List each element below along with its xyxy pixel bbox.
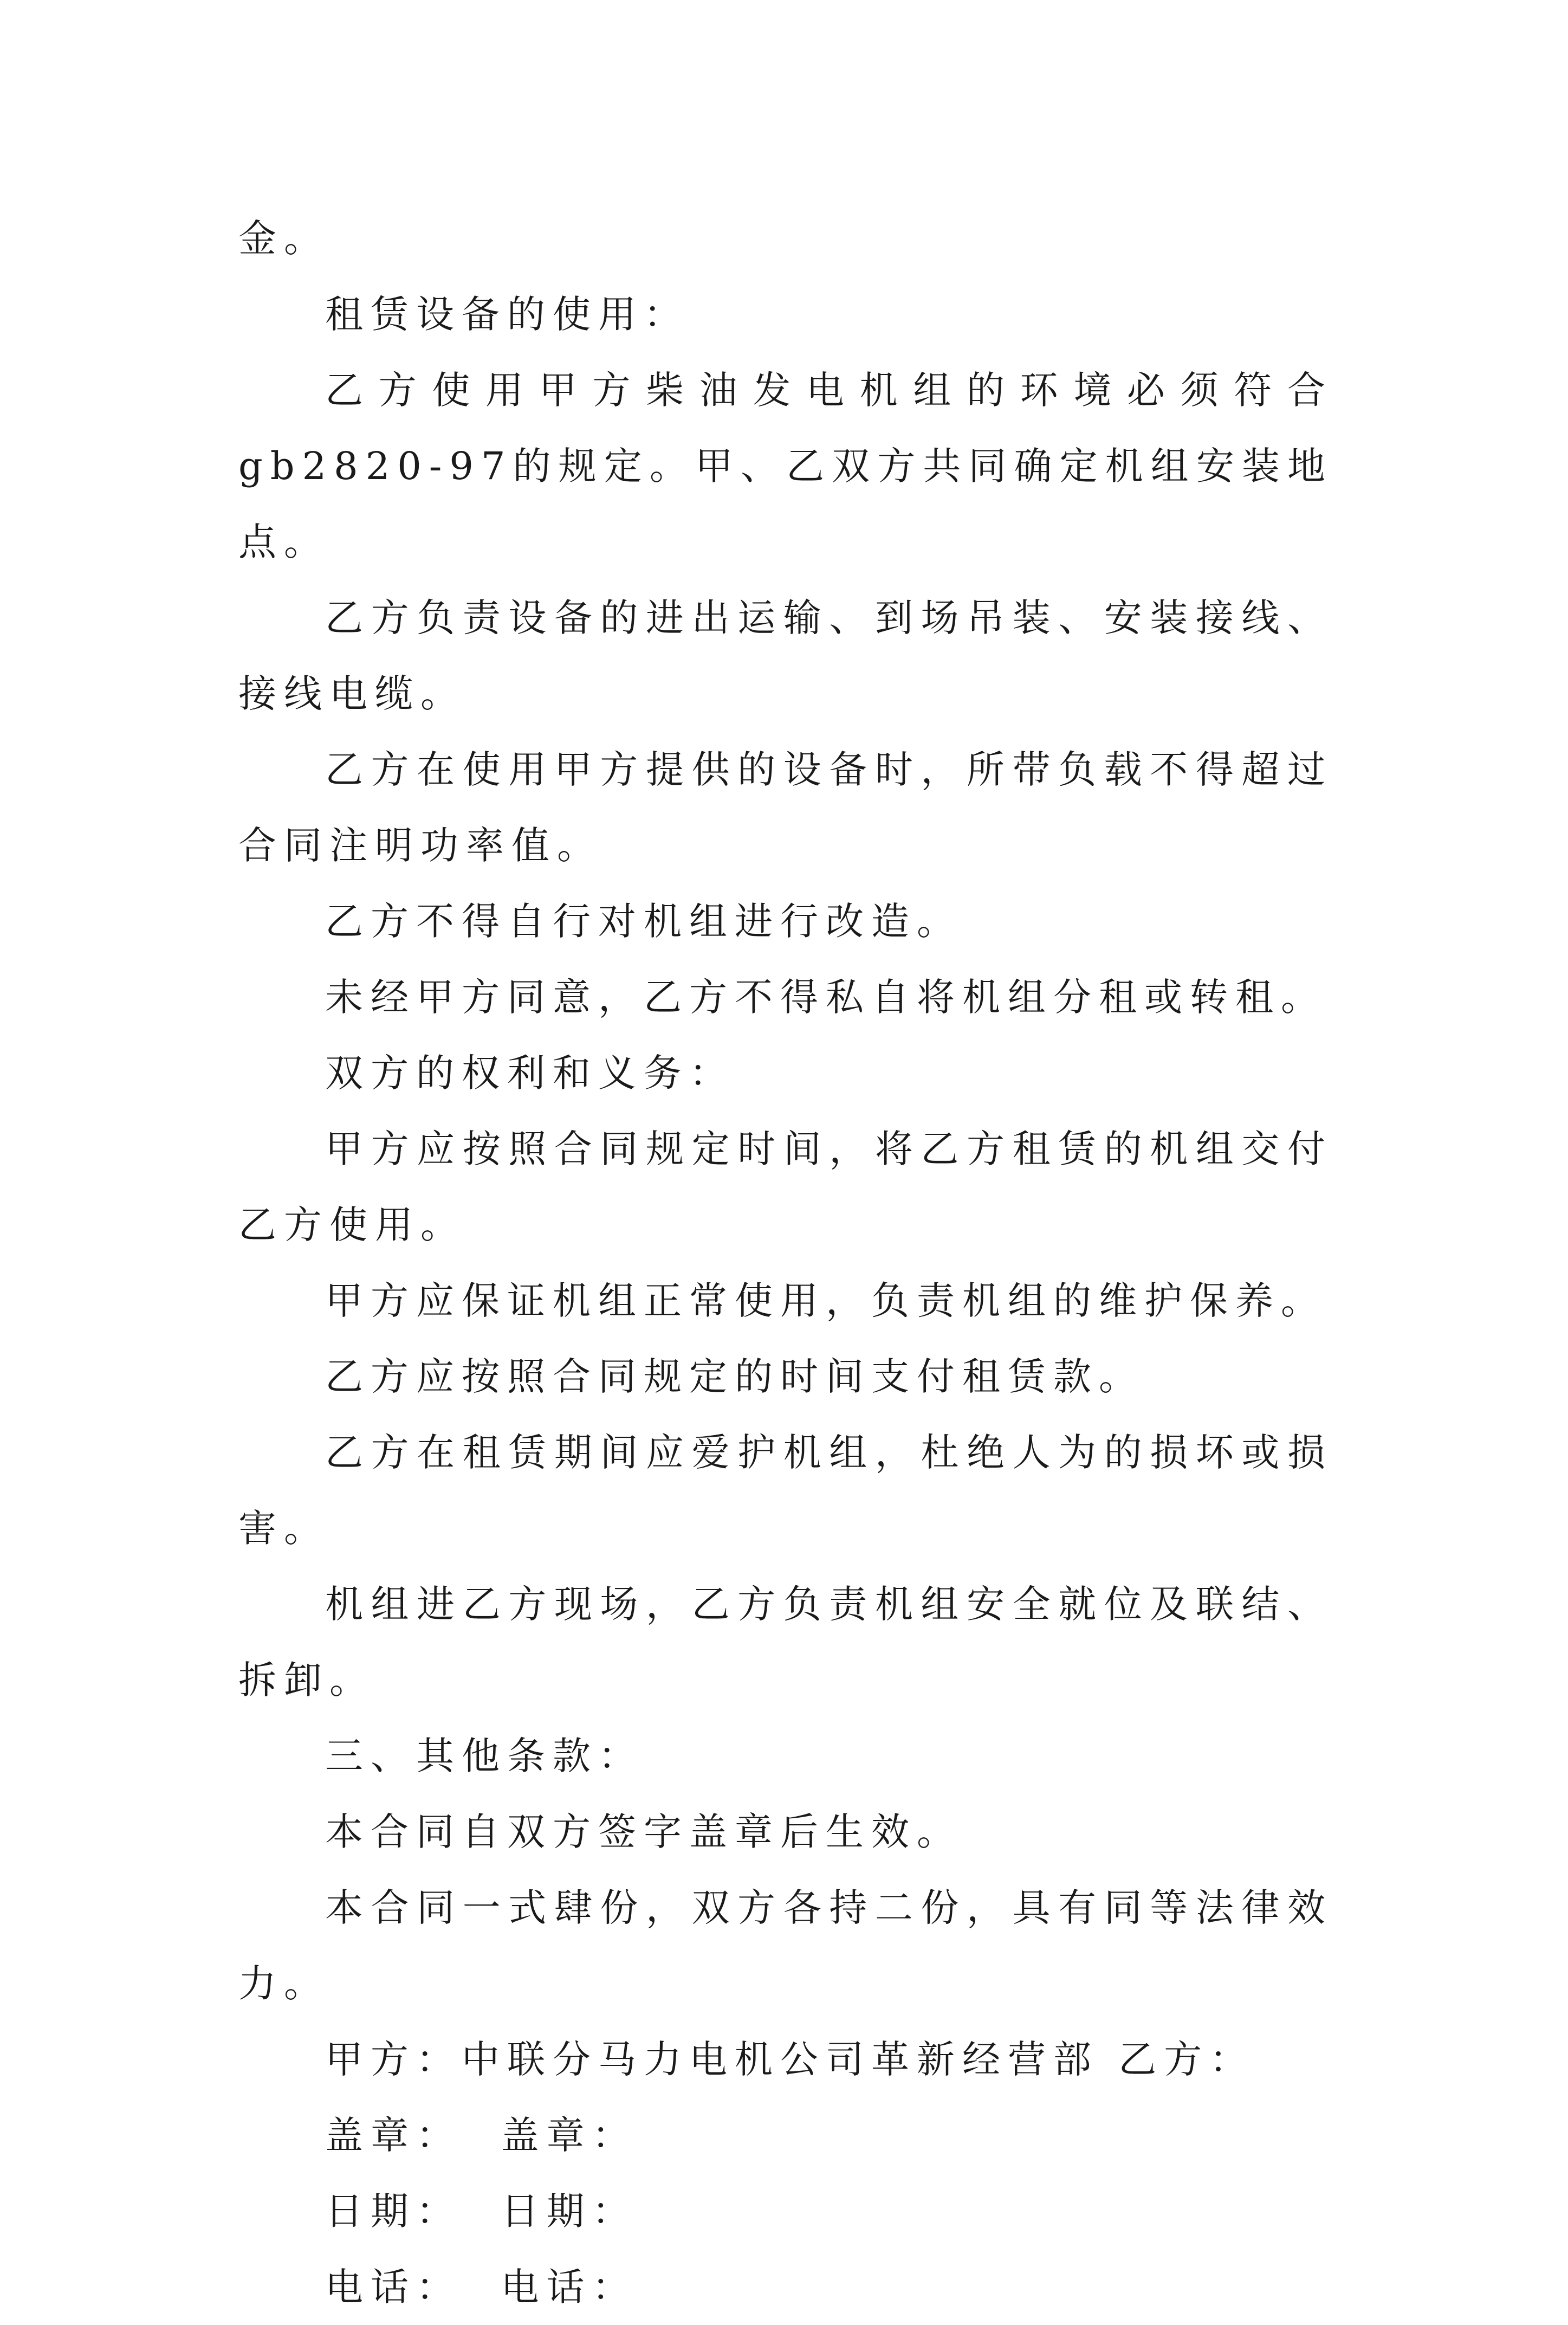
paragraph-2: 乙方使用甲方柴油发电机组的环境必须符合gb2820-97的规定。甲、乙双方共同确定机组安装地点。 bbox=[238, 368, 1333, 564]
signature-phone: 电话： 电话： bbox=[325, 2265, 638, 2309]
signature-date: 日期： 日期： bbox=[325, 2189, 638, 2233]
paragraph-4: 乙方在使用甲方提供的设备时，所带负载不得超过合同注明功率值。 bbox=[238, 747, 1333, 868]
paragraph-1: 租赁设备的使用： bbox=[325, 292, 689, 337]
paragraph-9: 甲方应保证机组正常使用，负责机组的维护保养。 bbox=[325, 1278, 1326, 1323]
contract-body bbox=[238, 201, 1333, 2325]
paragraph-5: 乙方不得自行对机组进行改造。 bbox=[325, 899, 962, 944]
paragraph-12: 机组进乙方现场，乙方负责机组安全就位及联结、拆卸。 bbox=[238, 1582, 1333, 1702]
paragraph-3: 乙方负责设备的进出运输、到场吊装、安装接线、接线电缆。 bbox=[238, 596, 1333, 716]
paragraph-14: 本合同自双方签字盖章后生效。 bbox=[325, 1810, 962, 1854]
signature-seal: 盖章： 盖章： bbox=[325, 2113, 638, 2158]
paragraph-13: 三、其他条款： bbox=[325, 1734, 644, 1778]
paragraph-15: 本合同一式肆份，双方各持二份，具有同等法律效力。 bbox=[238, 1885, 1333, 2006]
paragraph-10: 乙方应按照合同规定的时间支付租赁款。 bbox=[325, 1354, 1144, 1399]
paragraph-6: 未经甲方同意，乙方不得私自将机组分租或转租。 bbox=[325, 975, 1326, 1019]
paragraph-11: 乙方在租赁期间应爱护机组，杜绝人为的损坏或损害。 bbox=[238, 1430, 1333, 1551]
paragraph-7: 双方的权利和义务： bbox=[325, 1051, 735, 1095]
paragraph-0: 金。 bbox=[238, 216, 329, 261]
signature-parties: 甲方：中联分马力电机公司革新经营部 乙方： bbox=[325, 2037, 1255, 2082]
paragraph-8: 甲方应按照合同规定时间，将乙方租赁的机组交付乙方使用。 bbox=[238, 1127, 1333, 1247]
signature-block bbox=[238, 2022, 1333, 2325]
